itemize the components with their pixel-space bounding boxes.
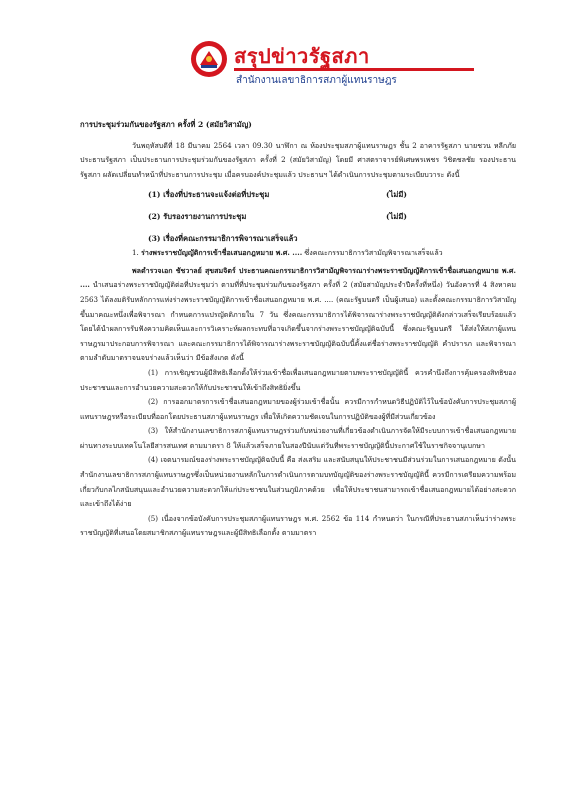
committee-report-paragraph — [80, 264, 516, 366]
observation-1: (1) การเชิญชวนผู้มีสิทธิเลือกตั้งให้ร่วมเข้าชื่อเพื่อเสนอกฎหมายตามพระราชบัญญัตินี้ ควรคำนึงถึงการคุ้มครองสิทธิของประชาชนและการอำนวยความสะดวกให้กับประชาชนให้เข้าถึงสิทธิยิ่งขึ้น — [80, 367, 516, 392]
intro-paragraph: วันพฤหัสบดีที่ 18 มีนาคม 2564 เวลา 09.30 นาฬิกา ณ ห้องประชุมสภาผู้แทนราษฎร ชั้น 2 อาคารรัฐสภา นายชวน หลีกภัย ประธานรัฐสภา เป็นประธานการประชุมร่วมกันของรัฐสภา ครั้งที่ 2 (สมัยวิสามัญ) โดยมี ศาสตราจารย์พิเศษพรเพชร วิชิตชลชัย รองประธานรัฐสภา ผลัดเปลี่ยนทำหน้าที่ประธานการประชุม เมื่อครบองค์ประชุมแล้ว ประธานฯ ได้ดำเนินการประชุมตามระเบียบวาระ ดังนี้ — [80, 140, 516, 179]
bill-item-1 — [80, 246, 516, 261]
bill-status-text: ซึ่งคณะกรรมาธิการวิสามัญพิจารณาเสร็จแล้ว — [302, 248, 443, 258]
agenda-item-label: (1) เรื่องที่ประธานจะแจ้งต่อที่ประชุม — [148, 190, 270, 200]
document-header — [190, 40, 490, 96]
agenda-item-2 — [148, 210, 516, 225]
agenda-item-status: (ไม่มี) — [386, 211, 408, 221]
observation-3: (3) ให้สำนักงานเลขาธิการสภาผู้แทนราษฎรร่วมกับหน่วยงานที่เกี่ยวข้องดำเนินการจัดให้มีระบบการเข้าชื่อเสนอกฎหมายผ่านทางระบบเทคโนโลยีสารสนเทศ ตามมาตรา 8 ให้แล้วเสร็จภายในสองปีนับแต่วันที่พระราชบัญญัตินี้ประกาศใช้ในราชกิจจานุเบกษา — [80, 426, 516, 450]
committee-report-text: นำเสนอร่างพระราชบัญญัติต่อที่ประชุมว่า ตามที่ที่ประชุมร่วมกันของรัฐสภา ครั้งที่ 2 (สมัยสามัญประจำปีครั้งที่หนึ่ง) วันอังคารที่ 4 สิงหาคม 2563 ได้ลงมติรับหลักการแห่งร่างพระราชบัญญัติการเข้าชื่อเสนอกฎหมาย พ.ศ. .... (คณะรัฐมนตรี เป็นผู้เสนอ) และตั้งคณะกรรมาธิการวิสามัญขึ้นมาคณะหนึ่งเพื่อพิจารณา กำหนดการแปรญัตติภายใน 7 วัน ซึ่งคณะกรรมาธิการได้พิจารณาร่างพระราชบัญญัติดังกล่าวเสร็จเรียบร้อยแล้ว โดยได้นำผลการรับฟังความคิดเห็นและการวิเคราะห์ผลกระทบที่อาจเกิดขึ้นจากร่างพระราชบัญญัติฉบับนี้ ซึ่งคณะรัฐมนตรี ได้ส่งให้สภาผู้แทนราษฎรมาประกอบการพิจารณา และคณะกรรมาธิการได้พิจารณาร่างพระราชบัญญัติฉบับนี้ตั้งแต่ชื่อร่างพระราชบัญญัติ คำปรารภ และพิจารณาตามลำดับมาตราจนจบร่างแล้วเห็นว่า มีข้อสังเกต ดังนี้ — [80, 280, 516, 363]
observation-2: (2) การออกมาตรการเข้าชื่อเสนอกฎหมายของผู้ร่วมเข้าชื่อนั้น ควรมีการกำหนดวิธีปฏิบัติไว้ในข้อบังคับการประชุมสภาผู้แทนราษฎรหรือระเบียบที่ออกโดยประธานสภาผู้แทนราษฎร เพื่อให้เกิดความชัดเจนในการปฏิบัติของผู้ที่มีส่วนเกี่ยวข้อง — [80, 397, 516, 421]
brand-title: สรุปข่าวรัฐสภา — [234, 44, 370, 68]
document-title: การประชุมร่วมกันของรัฐสภา ครั้งที่ 2 (สมัยวิสามัญ) — [80, 120, 252, 129]
committee-chair: พลตำรวจเอก ชัชวาลย์ สุขสมจิตร์ ประธานคณะกรรมาธิการวิสามัญพิจารณาร่างพระราชบัญญัติการเข้าชื่อเสนอกฎหมาย พ.ศ. .... — [80, 265, 516, 290]
agenda-item-label: (2) รับรองรายงานการประชุม — [148, 211, 247, 221]
parliament-emblem-icon — [190, 40, 228, 78]
brand-subtitle: สำนักงานเลขาธิการสภาผู้แทนราษฎร — [236, 75, 397, 86]
item-number: 1. — [132, 248, 142, 258]
observation-4: (4) เจตนารมณ์ของร่างพระราชบัญญัติฉบับนี้ คือ ส่งเสริม และสนับสนุนให้ประชาชนมีส่วนร่วมในการเสนอกฎหมาย ดังนั้น สำนักงานเลขาธิการสภาผู้แทนราษฎรซึ่งเป็นหน่วยงานหลักในการดำเนินการตามบทบัญญัติของร่างพระราชบัญญัตินี้ ควรมีการเตรียมความพร้อมเกี่ยวกับกลไกสนับสนุนและอำนวยความสะดวกให้แก่ประชาชนในส่วนภูมิภาคด้วย เพื่อให้ประชาชนสามารถเข้าชื่อเสนอกฎหมายได้อย่างสะดวกและเข้าถึงได้ง่าย — [80, 455, 516, 509]
observation-5: (5) เนื่องจากข้อบังคับการประชุมสภาผู้แทนราษฎร พ.ศ. 2562 ข้อ 114 กำหนดว่า ในกรณีที่ประธานสภาเห็นว่าร่างพระราชบัญญัติที่เสนอโดยสมาชิกสภาผู้แทนราษฎรและผู้มีสิทธิเลือกตั้ง ตามมาตรา — [80, 513, 516, 538]
brand-divider — [234, 68, 474, 71]
bill-name: ร่างพระราชบัญญัติการเข้าชื่อเสนอกฎหมาย พ.ศ. .... — [141, 248, 303, 258]
agenda-item-status: (ไม่มี) — [386, 190, 408, 200]
agenda-item-3: (3) เรื่องที่คณะกรรมาธิการพิจารณาเสร็จแล้ว — [148, 233, 298, 243]
document-body — [80, 118, 516, 541]
agenda-item-1 — [148, 188, 516, 203]
